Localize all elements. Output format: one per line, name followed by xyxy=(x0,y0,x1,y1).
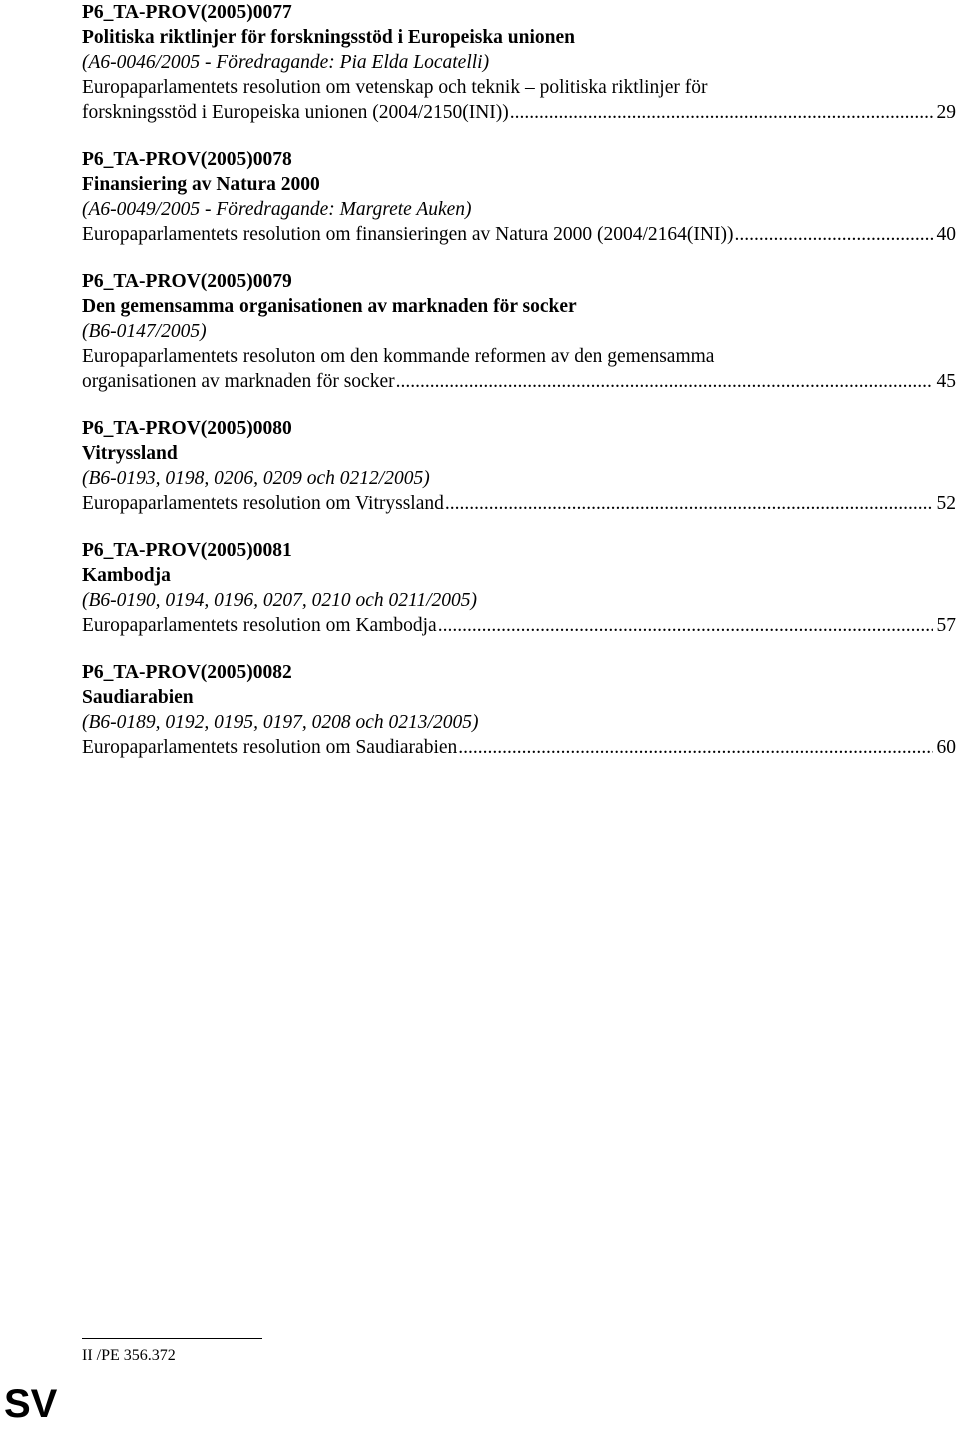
entry-description-last xyxy=(82,369,956,394)
footer-divider xyxy=(82,1338,262,1339)
entry-title: Finansiering av Natura 2000 xyxy=(82,174,320,195)
toc-entry xyxy=(82,147,956,247)
entry-description-text: forskningsstöd i Europeiska unionen (2004/2150(INI)) xyxy=(82,102,509,123)
entry-title: Den gemensamma organisationen av marknaden för socker xyxy=(82,296,577,317)
toc-entry xyxy=(82,269,956,394)
language-code: SV xyxy=(4,1382,58,1426)
dot-leader xyxy=(445,491,933,516)
entry-rapporteur: (A6-0049/2005 - Föredragande: Margrete Auken) xyxy=(82,199,472,220)
dot-leader xyxy=(734,222,932,247)
entry-description-line: Europaparlamentets resolution om vetenskap och teknik – politiska riktlinjer för xyxy=(82,77,708,98)
entry-description-text: Europaparlamentets resolution om Vitryssland xyxy=(82,493,444,514)
entry-document-numbers: (B6-0190, 0194, 0196, 0207, 0210 och 0211/2005) xyxy=(82,590,478,611)
entry-description-last xyxy=(82,613,956,638)
entry-rapporteur: (A6-0046/2005 - Föredragande: Pia Elda Locatelli) xyxy=(82,52,490,73)
entry-description-last xyxy=(82,735,956,760)
dot-leader xyxy=(396,369,933,394)
entry-title: Vitryssland xyxy=(82,443,178,464)
dot-leader xyxy=(438,613,933,638)
page-number: 57 xyxy=(936,615,956,636)
footer-document-reference: II /PE 356.372 xyxy=(82,1347,176,1364)
entry-description-text: Europaparlamentets resolution om Saudiarabien xyxy=(82,737,458,758)
entry-description-last xyxy=(82,100,956,125)
entry-reference: P6_TA-PROV(2005)0077 xyxy=(82,2,292,23)
entry-description-text: Europaparlamentets resolution om Kambodja xyxy=(82,615,437,636)
dot-leader xyxy=(458,735,932,760)
entry-document-numbers: (B6-0189, 0192, 0195, 0197, 0208 och 0213/2005) xyxy=(82,712,479,733)
toc-entry xyxy=(82,660,956,760)
entry-title: Politiska riktlinjer för forskningsstöd i Europeiska unionen xyxy=(82,27,576,48)
entry-reference: P6_TA-PROV(2005)0082 xyxy=(82,662,292,683)
entry-document-numbers: (B6-0147/2005) xyxy=(82,321,207,342)
toc-entry xyxy=(82,416,956,516)
entry-description-line: Europaparlamentets resoluton om den kommande reformen av den gemensamma xyxy=(82,346,715,367)
page-number: 45 xyxy=(936,371,956,392)
page-number: 60 xyxy=(936,737,956,758)
toc-entry xyxy=(82,538,956,638)
page-number: 29 xyxy=(936,102,956,123)
entry-description-text: organisationen av marknaden för socker xyxy=(82,371,395,392)
entry-reference: P6_TA-PROV(2005)0080 xyxy=(82,418,292,439)
entry-reference: P6_TA-PROV(2005)0078 xyxy=(82,149,292,170)
entry-description-text: Europaparlamentets resolution om finansieringen av Natura 2000 (2004/2164(INI)) xyxy=(82,224,734,245)
entry-reference: P6_TA-PROV(2005)0081 xyxy=(82,540,292,561)
entry-description-last xyxy=(82,222,956,247)
entry-document-numbers: (B6-0193, 0198, 0206, 0209 och 0212/2005) xyxy=(82,468,430,489)
entry-reference: P6_TA-PROV(2005)0079 xyxy=(82,271,292,292)
dot-leader xyxy=(510,100,933,125)
toc-entry xyxy=(82,0,956,125)
entry-description-last xyxy=(82,491,956,516)
table-of-contents xyxy=(82,0,956,782)
page-number: 52 xyxy=(936,493,956,514)
entry-title: Kambodja xyxy=(82,565,171,586)
entry-title: Saudiarabien xyxy=(82,687,194,708)
page-number: 40 xyxy=(936,224,956,245)
